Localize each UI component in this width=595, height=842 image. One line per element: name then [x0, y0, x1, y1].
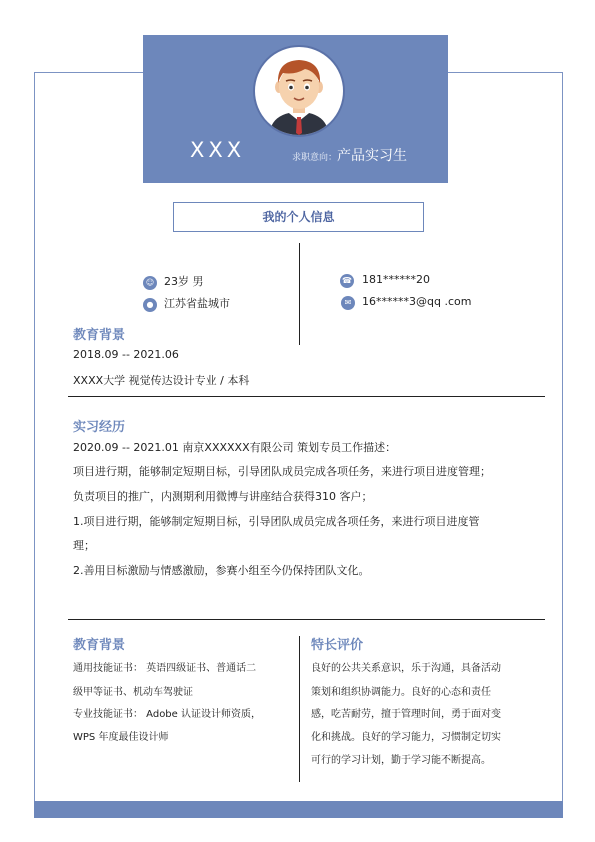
evaluation-line: 感，吃苦耐劳，擅于管理时间，勇于面对变: [311, 709, 501, 720]
internship-title: 实习经历: [73, 420, 126, 435]
internship-line: 项目进行期，能够制定短期目标，引导团队成员完成各项任务，来进行项目进度管理；: [73, 465, 491, 478]
personal-info-title: 我的个人信息: [173, 202, 424, 232]
location-pin-icon: ●: [143, 298, 157, 312]
internship-line: 2.善用目标激励与情感激励，参赛小组至今仍保持团队文化。: [73, 564, 370, 577]
phone-icon: ☎: [340, 274, 354, 288]
evaluation-line: 良好的公共关系意识，乐于沟通，具备活动: [311, 663, 501, 674]
phone-number: 181******20: [362, 273, 430, 286]
avatar-illustration-icon: [255, 47, 343, 135]
internship-line: 1.项目进行期，能够制定短期目标，引导团队成员完成各项任务，来进行项目进度管: [73, 515, 480, 528]
location: 江苏省盐城市: [164, 297, 230, 310]
internship-header-line: 2020.09 -- 2021.01 南京XXXXXX有限公司 策划专员工作描述：: [73, 441, 397, 454]
education-dates: 2018.09 -- 2021.06: [73, 348, 179, 361]
person-icon: ☺: [143, 276, 157, 290]
certificate-line: 专业技能证书： Adobe 认证设计师资质，: [73, 709, 261, 720]
job-intent-label: 求职意向：: [292, 153, 338, 163]
certificates-title: 教育背景: [73, 638, 126, 653]
certificate-line: 通用技能证书： 英语四级证书、普通话二: [73, 663, 257, 674]
internship-line: 负责项目的推广，内测期利用微博与讲座结合获得310 客户；: [73, 490, 373, 503]
section-divider: [68, 619, 545, 620]
certificate-line: WPS 年度最佳设计师: [73, 732, 169, 743]
column-divider: [299, 636, 300, 782]
avatar: [253, 45, 345, 137]
section-divider: [68, 396, 545, 397]
info-divider: [299, 243, 300, 345]
evaluation-line: 可行的学习计划，勤于学习能不断提高。: [311, 755, 491, 766]
evaluation-line: 策划和组织协调能力。良好的心态和责任: [311, 687, 491, 698]
email-address: 16******3@qq .com: [362, 295, 472, 308]
internship-line: 理；: [73, 539, 95, 552]
education-detail: XXXX大学 视觉传达设计专业 / 本科: [73, 374, 250, 387]
email-icon: ✉: [341, 296, 355, 310]
evaluation-title: 特长评价: [311, 638, 364, 653]
footer-bar: [34, 801, 563, 818]
job-intent-value: 产品实习生: [337, 148, 407, 164]
candidate-name: XXX: [190, 138, 246, 162]
evaluation-line: 化和挑战。良好的学习能力，习惯制定切实: [311, 732, 501, 743]
age-gender: 23岁 男: [164, 275, 204, 288]
certificate-line: 级甲等证书、机动车驾驶证: [73, 687, 193, 698]
education-title: 教育背景: [73, 328, 126, 343]
